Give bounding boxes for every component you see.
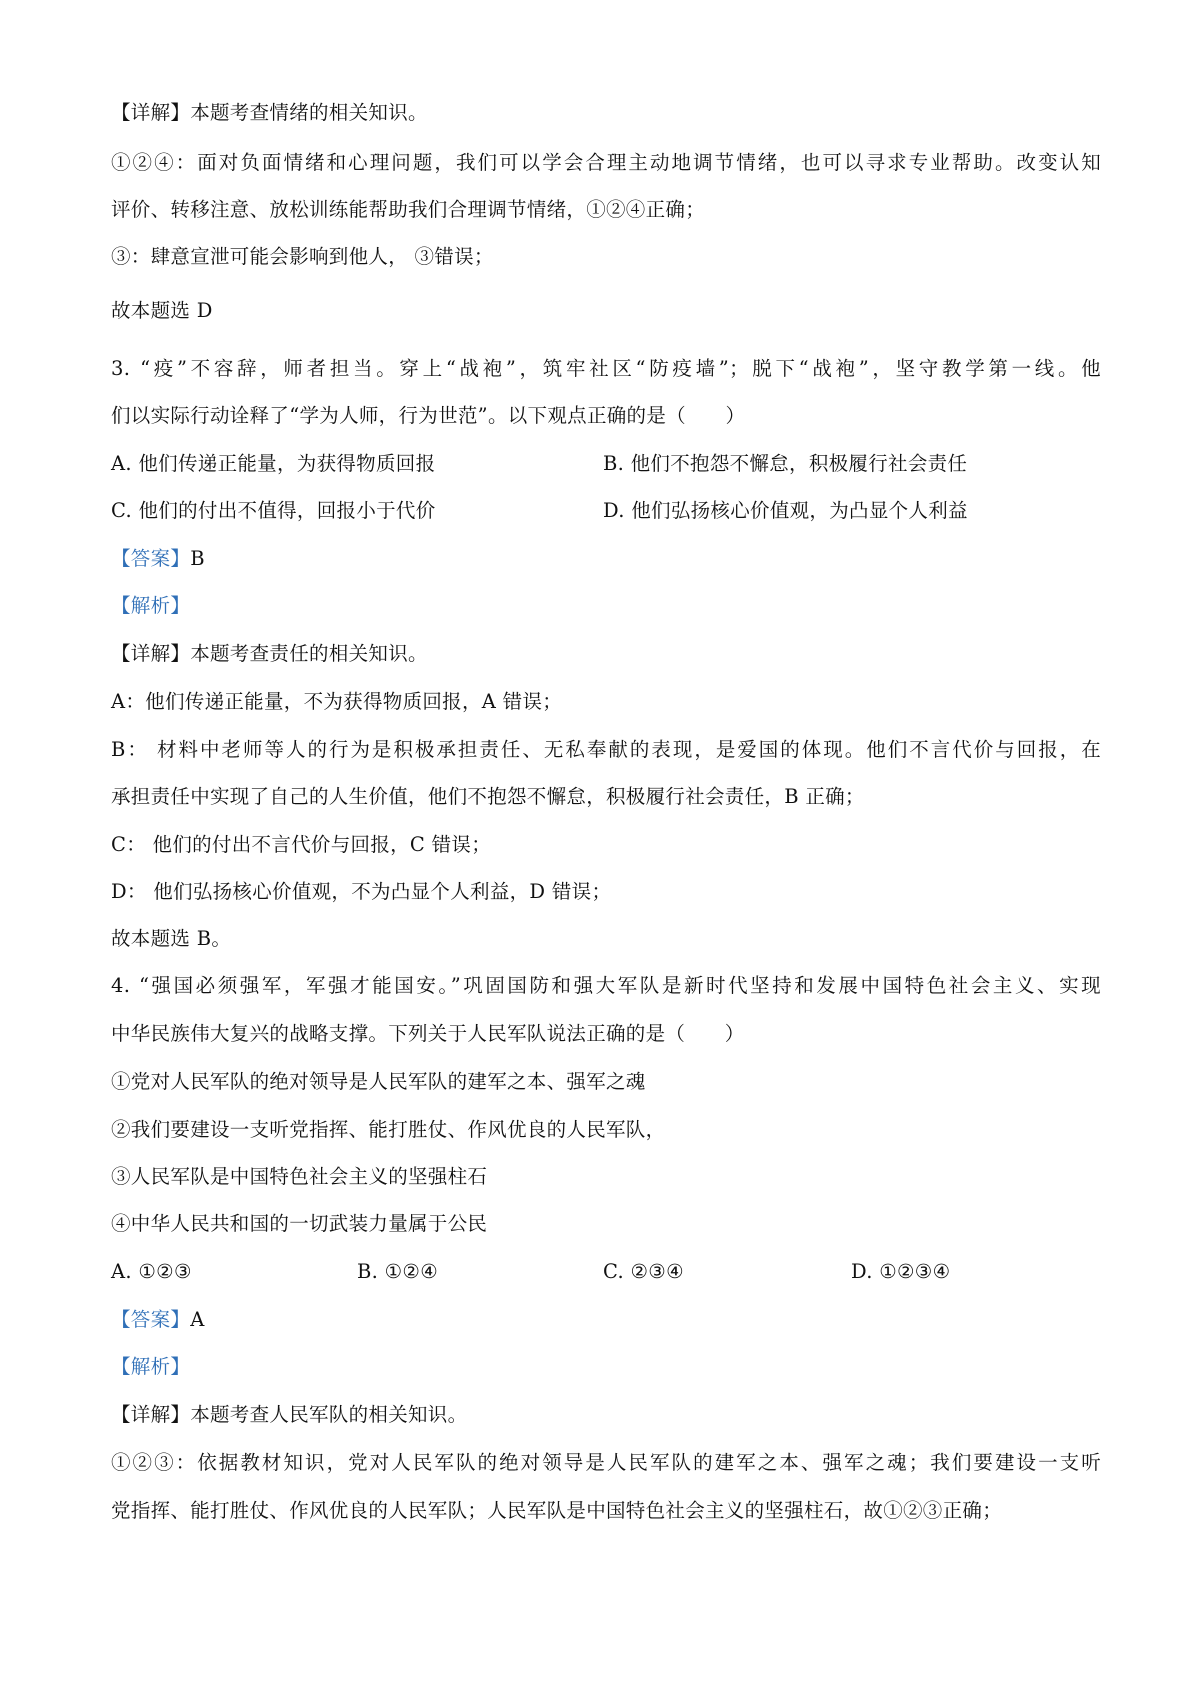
q4-answer-value: A xyxy=(190,1308,205,1331)
q4-explanation-line-2: 党指挥、能打胜仗、作风优良的人民军队；人民军队是中国特色社会主义的坚强柱石，故①②③正确； xyxy=(111,1499,1003,1522)
q4-option-c: C. ②③④ xyxy=(603,1260,684,1283)
q4-detail-heading: 【详解】本题考查人民军队的相关知识。 xyxy=(111,1403,468,1426)
q4-statement-4: ④中华人民共和国的一切武装力量属于公民 xyxy=(111,1212,488,1235)
q4-analysis-label: 【解析】 xyxy=(111,1355,191,1378)
q3-stem-line-2: 们以实际行动诠释了“学为人师，行为世范”。以下观点正确的是（ ） xyxy=(111,404,746,427)
q3-option-a: A. 他们传递正能量，为获得物质回报 xyxy=(111,452,436,475)
q3-explanation-c: C： 他们的付出不言代价与回报，C 错误； xyxy=(111,833,492,856)
q4-stem-line-1: 4. “强国必须强军，军强才能国安。”巩固国防和强大军队是新时代坚持和发展中国特色社会主义、实现 xyxy=(111,974,1101,997)
q3-explanation-b-line-2: 承担责任中实现了自己的人生价值，他们不抱怨不懈怠，积极履行社会责任，B 正确； xyxy=(111,785,865,808)
q3-option-d: D. 他们弘扬核心价值观，为凸显个人利益 xyxy=(603,499,968,522)
q2-explanation-line-1: ①②④：面对负面情绪和心理问题，我们可以学会合理主动地调节情绪，也可以寻求专业帮助。改变认知 xyxy=(111,151,1101,174)
q4-answer-line xyxy=(111,1306,1101,1334)
q4-statement-3: ③人民军队是中国特色社会主义的坚强柱石 xyxy=(111,1165,488,1188)
q4-answer-label: 【答案】 xyxy=(111,1308,191,1331)
q4-explanation-line-1: ①②③：依据教材知识，党对人民军队的绝对领导是人民军队的建军之本、强军之魂；我们要建设一支听 xyxy=(111,1451,1101,1474)
q3-answer-value: B xyxy=(190,547,205,570)
q3-detail-heading: 【详解】本题考查责任的相关知识。 xyxy=(111,642,428,665)
q3-answer-line xyxy=(111,545,1101,573)
q4-option-a: A. ①②③ xyxy=(111,1260,192,1283)
q3-answer-label: 【答案】 xyxy=(111,547,191,570)
q3-stem-line-1: 3. “疫”不容辞，师者担当。穿上“战袍”，筑牢社区“防疫墙”；脱下“战袍”，坚守教学第一线。他 xyxy=(111,357,1101,380)
q3-conclusion: 故本题选 B。 xyxy=(111,927,232,950)
q4-stem-line-2: 中华民族伟大复兴的战略支撑。下列关于人民军队说法正确的是（ ） xyxy=(111,1022,745,1045)
q2-explanation-line-2: 评价、转移注意、放松训练能帮助我们合理调节情绪，①②④正确； xyxy=(111,198,706,221)
q4-statement-2: ②我们要建设一支听党指挥、能打胜仗、作风优良的人民军队， xyxy=(111,1118,666,1141)
q4-statement-1: ①党对人民军队的绝对领导是人民军队的建军之本、强军之魂 xyxy=(111,1070,646,1093)
q3-option-c: C. 他们的付出不值得，回报小于代价 xyxy=(111,499,436,522)
q4-option-b: B. ①②④ xyxy=(357,1260,438,1283)
q3-option-b: B. 他们不抱怨不懈怠，积极履行社会责任 xyxy=(603,452,968,475)
q3-explanation-d: D： 他们弘扬核心价值观，不为凸显个人利益，D 错误； xyxy=(111,880,612,903)
q4-option-d: D. ①②③④ xyxy=(851,1260,951,1283)
q2-explanation-line-3: ③：肆意宣泄可能会影响到他人， ③错误； xyxy=(111,245,494,268)
q3-analysis-label: 【解析】 xyxy=(111,594,191,617)
q3-explanation-b-line-1: B： 材料中老师等人的行为是积极承担责任、无私奉献的表现，是爱国的体现。他们不言代价与回报，在 xyxy=(111,738,1101,761)
q2-conclusion: 故本题选 D xyxy=(111,299,213,322)
q2-detail-heading: 【详解】本题考查情绪的相关知识。 xyxy=(111,101,428,124)
q3-explanation-a: A：他们传递正能量，不为获得物质回报，A 错误； xyxy=(111,690,563,713)
